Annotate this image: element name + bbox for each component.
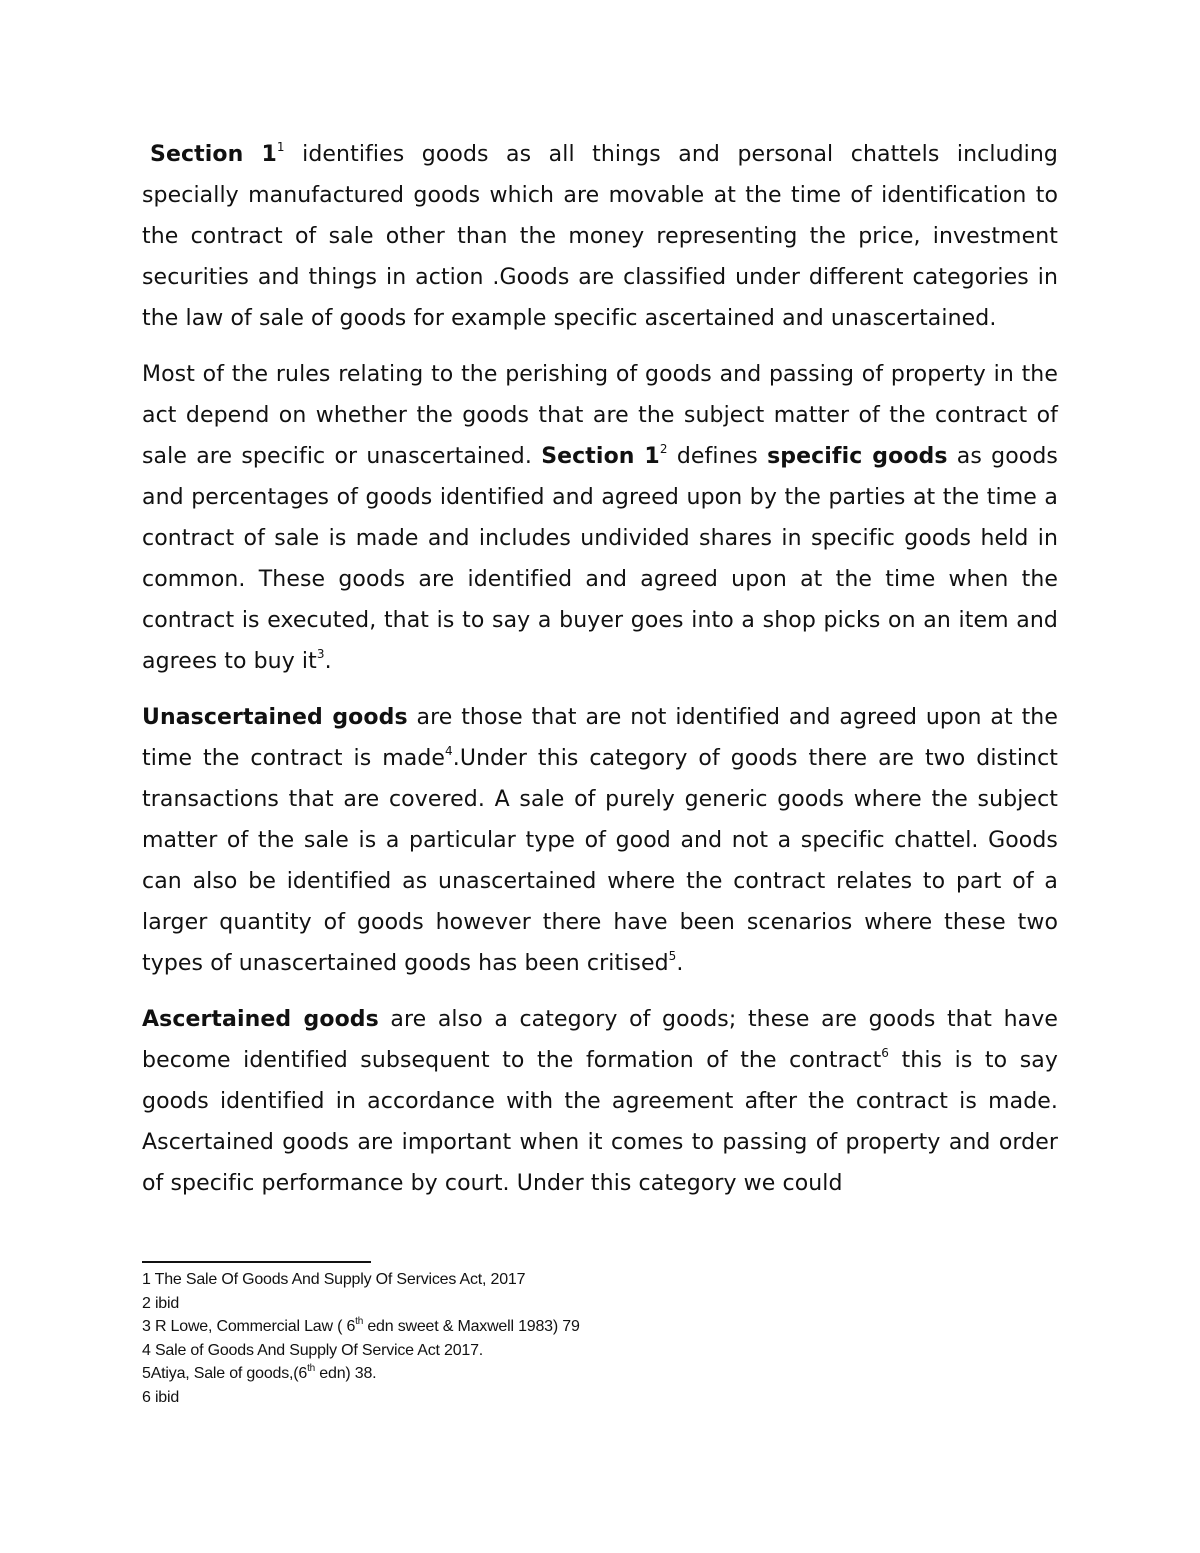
text-run: are also a category of goods; these are goods that have become identified subsequent to the formation of the contract <box>142 1007 1058 1073</box>
text-run: this is to say goods identified in accordance with the agreement after the contract is made. Ascertained goods are important when it comes to passing of property and order of specific performance by court. Under this category we could <box>142 1048 1058 1196</box>
text-run: as goods and percentages of goods identified and agreed upon by the parties at the time a contract of sale is made and includes undivided shares in specific goods held in common. These goods are identified and agreed upon at the time when the contract is executed, that is to say a buyer goes into a shop picks on an item and agrees to buy it <box>142 444 1058 674</box>
footnote-1 <box>142 1268 1058 1292</box>
text-run: .Under this category of goods there are two distinct transactions that are covered. A sale of purely generic goods where the subject matter of the sale is a particular type of good and not a specific chattel. Goods can also be identified as unascertained where the contract relates to part of a larger quantity of goods however there have been scenarios where these two types of unascertained goods has been critised <box>142 746 1059 976</box>
footnote-2 <box>142 1292 1058 1316</box>
text-run: defines <box>667 444 768 469</box>
footnotes <box>142 1268 1058 1409</box>
footnote-6 <box>142 1386 1058 1410</box>
footnote-reference: 4 <box>445 743 453 758</box>
text-run: 1 The Sale Of Goods And Supply Of Services Act, 2017 <box>142 1271 526 1288</box>
text-run: identifies goods as all things and personal chattels including specially manufactured goods which are movable at the time of identification to the contract of sale other than the money representing the price, investment securities and things in action .Goods are classified under different categories in the law of sale of goods for example specific ascertained and unascertained. <box>142 142 1058 331</box>
paragraph-ascertained-goods <box>142 999 1058 1204</box>
footnote-3 <box>142 1315 1058 1339</box>
text-run: . <box>676 951 684 976</box>
bold-term: Section 1 <box>150 142 277 167</box>
paragraph-specific-goods <box>142 354 1058 682</box>
footnote-reference: th <box>307 1362 316 1374</box>
footnote-4 <box>142 1339 1058 1363</box>
text-run: are those that are not identified and agreed upon at the time the contract is made <box>142 705 1058 771</box>
bold-term: specific goods <box>767 444 948 469</box>
footnote-reference: 2 <box>659 441 668 456</box>
footnote-reference: 5 <box>668 948 677 963</box>
bold-term: Unascertained goods <box>142 705 408 730</box>
footnote-reference: 3 <box>316 646 325 661</box>
text-run: 4 Sale of Goods And Supply Of Service Act 2017. <box>142 1341 484 1359</box>
footnote-separator <box>142 1261 371 1263</box>
text-run: . <box>324 649 332 674</box>
text-run: 5Atiya, Sale of goods,(6 <box>142 1365 308 1382</box>
footnote-5 <box>142 1362 1058 1386</box>
text-run: Most of the rules relating to the perishing of goods and passing of property in the act depend on whether the goods that are the subject matter of the contract of sale are specific or unascertained. <box>142 362 1058 469</box>
text-run: edn) 38. <box>315 1365 377 1382</box>
footnote-reference: 1 <box>276 139 285 154</box>
footnote-reference: th <box>355 1315 364 1327</box>
bold-term: Ascertained goods <box>142 1007 379 1032</box>
text-run: edn sweet & Maxwell 1983) 79 <box>363 1318 580 1335</box>
bold-term: Section 1 <box>541 444 660 469</box>
footnote-reference: 6 <box>881 1045 890 1060</box>
document-body <box>142 134 1058 1219</box>
paragraph-unascertained-goods <box>142 697 1058 984</box>
text-run: 2 ibid <box>142 1294 180 1312</box>
text-run: 6 ibid <box>142 1388 180 1406</box>
text-run: 3 R Lowe, Commercial Law ( 6 <box>142 1318 356 1335</box>
paragraph-goods-definition <box>142 134 1058 339</box>
